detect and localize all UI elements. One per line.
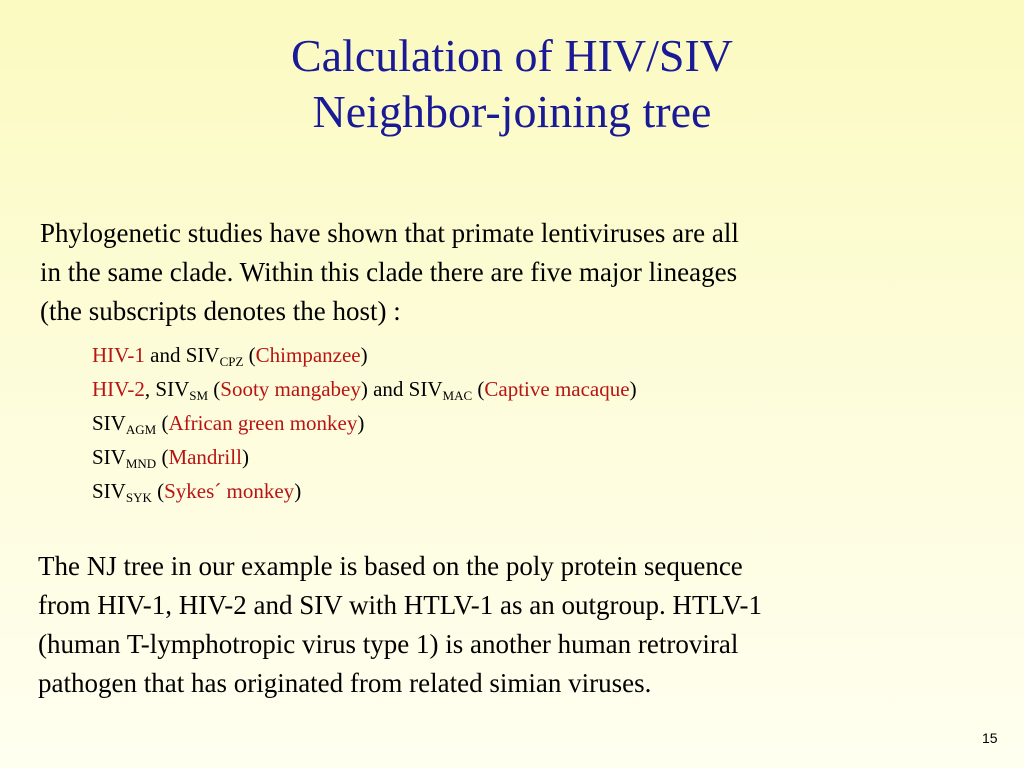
outro-line: from HIV-1, HIV-2 and SIV with HTLV-1 as an outgroup. HTLV-1: [38, 590, 762, 620]
host-name: Captive macaque: [484, 377, 630, 401]
virus-name: SIV: [92, 445, 126, 469]
host-name: Sooty mangabey: [220, 377, 361, 401]
paren-close: ): [360, 343, 368, 367]
lineage-list: [92, 338, 637, 508]
outro-paragraph: [38, 547, 998, 703]
lineage-item: [92, 474, 637, 508]
title-line-2: Neighbor-joining tree: [312, 86, 712, 137]
virus-name: HIV-1: [92, 343, 145, 367]
host-name: African green monkey: [168, 411, 358, 435]
paren-close: ): [294, 479, 302, 503]
connector-text: and: [367, 377, 409, 401]
paren-close: ): [357, 411, 365, 435]
virus-name: SIV: [185, 343, 220, 367]
host-name: Mandrill: [168, 445, 242, 469]
virus-name: SIV: [92, 479, 126, 503]
title-line-1: Calculation of HIV/SIV: [290, 30, 734, 81]
host-subscript: SYK: [125, 490, 152, 505]
intro-line: in the same clade. Within this clade there are five major lineages: [40, 257, 738, 287]
paren-open: (: [243, 343, 256, 367]
intro-line: (the subscripts denotes the host) :: [40, 296, 401, 326]
paren-open: (: [151, 479, 165, 503]
paren-close: ): [360, 377, 368, 401]
outro-line: pathogen that has originated from related simian viruses.: [38, 668, 652, 698]
paren-close: ): [241, 445, 249, 469]
paren-open: (: [156, 411, 169, 435]
lineage-item: [92, 406, 637, 440]
virus-name: SIV: [155, 377, 190, 401]
slide-title: [0, 28, 1024, 140]
paren-close: ): [629, 377, 637, 401]
virus-name: SIV: [92, 411, 126, 435]
paren-open: (: [208, 377, 221, 401]
host-name: Chimpanzee: [255, 343, 361, 367]
host-subscript: MAC: [442, 388, 473, 403]
paren-open: (: [156, 445, 169, 469]
intro-paragraph: [40, 214, 1000, 331]
host-subscript: CPZ: [219, 354, 244, 369]
host-subscript: MND: [125, 456, 157, 471]
host-subscript: AGM: [125, 422, 157, 437]
lineage-item: [92, 372, 637, 406]
host-name: Sykes´ monkey: [164, 479, 295, 503]
virus-name: SIV: [408, 377, 443, 401]
host-subscript: SM: [189, 388, 209, 403]
page-number: 15: [982, 730, 998, 746]
lineage-item: [92, 338, 637, 372]
outro-line: (human T-lymphotropic virus type 1) is another human retroviral: [38, 629, 739, 659]
intro-line: Phylogenetic studies have shown that primate lentiviruses are all: [40, 218, 739, 248]
connector-text: ,: [144, 377, 156, 401]
connector-text: and: [144, 343, 186, 367]
paren-open: (: [472, 377, 485, 401]
lineage-item: [92, 440, 637, 474]
outro-line: The NJ tree in our example is based on the poly protein sequence: [38, 551, 743, 581]
virus-name: HIV-2: [92, 377, 145, 401]
